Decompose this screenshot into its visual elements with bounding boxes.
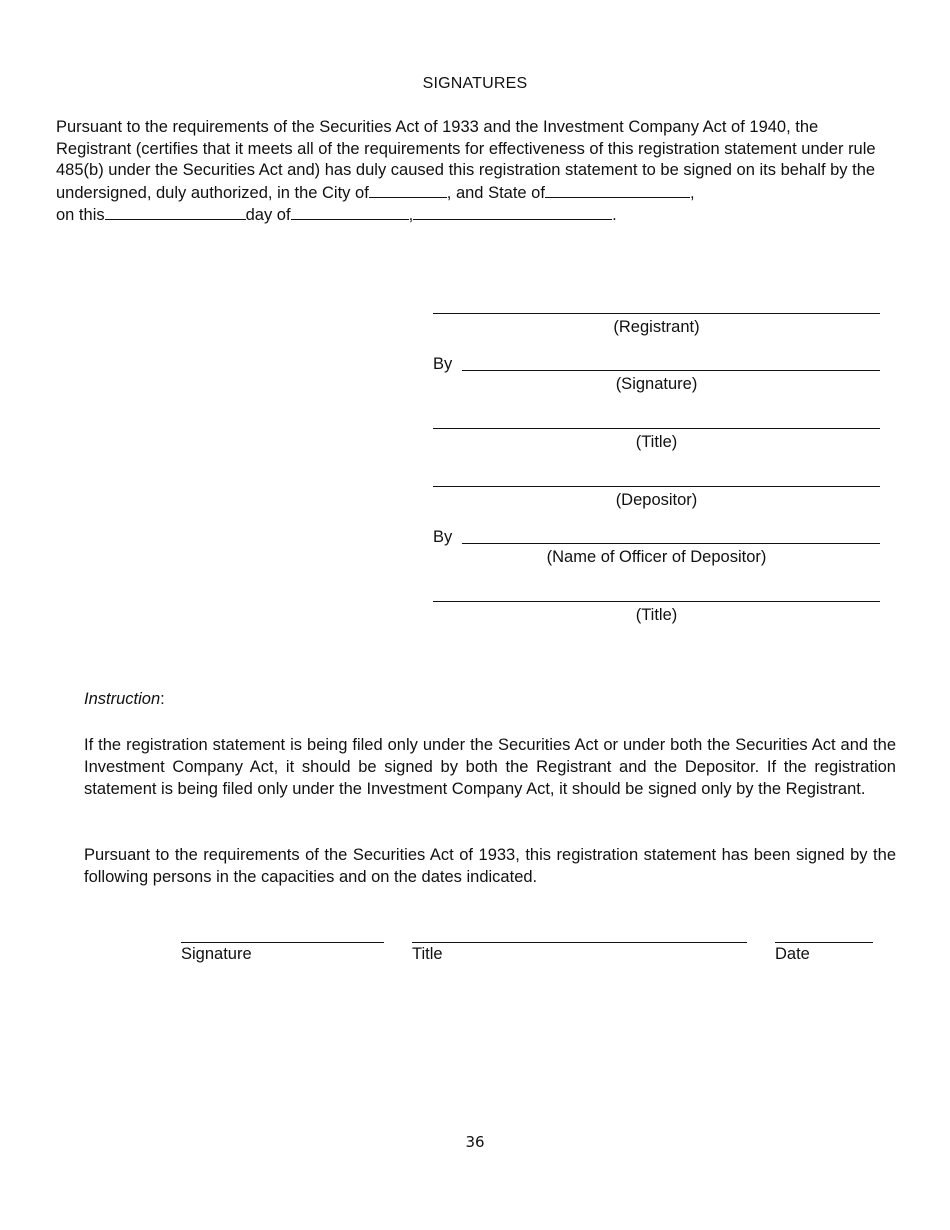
- instruction-colon: :: [160, 690, 165, 708]
- title-caption-1: (Title): [635, 433, 678, 451]
- intro-text-4: on this: [56, 206, 105, 224]
- by-label-officer: By: [433, 528, 453, 546]
- intro-text-7: .: [612, 206, 617, 224]
- title-line-1[interactable]: [433, 428, 880, 429]
- signature-column-label: Signature: [181, 945, 252, 963]
- date-column-label: Date: [775, 945, 810, 963]
- intro-text-5: day of: [245, 206, 291, 224]
- instruction-label: [84, 690, 165, 709]
- page-title: SIGNATURES: [422, 75, 528, 92]
- intro-text-3: ,: [689, 183, 695, 202]
- officer-caption: (Name of Officer of Depositor): [546, 548, 767, 566]
- intro-text-6: ,: [408, 206, 414, 224]
- page-number: 36: [465, 1133, 485, 1151]
- instruction-paragraph-2: Pursuant to the requirements of the Securities Act of 1933, this registration statement has been signed by the following persons in the capacities and on the dates indicated.: [84, 846, 896, 886]
- intro-paragraph: [56, 117, 896, 227]
- depositor-line[interactable]: [433, 486, 880, 487]
- city-blank[interactable]: [369, 182, 447, 198]
- day-blank[interactable]: [105, 204, 246, 220]
- intro-text-1: Pursuant to the requirements of the Securities Act of 1933 and the Investment Company Act of 1940, the Registrant (certifies that it meets all of the requirements for effectiveness of this registration statement under rule 485(b) under the Securities Act and) has duly caused this registration statement to be signed on its behalf by the undersigned, duly authorized, in the City of: [56, 118, 876, 202]
- intro-text-2: , and State of: [446, 183, 545, 202]
- registrant-line[interactable]: [433, 313, 880, 314]
- title-caption-2: (Title): [635, 606, 678, 624]
- signature-column-line[interactable]: [181, 942, 384, 943]
- signature-caption: (Signature): [615, 375, 698, 393]
- instruction-paragraph-1: If the registration statement is being filed only under the Securities Act or under both the Securities Act and the Investment Company Act, it should be signed by both the Registrant and the Depositor. If the registration statement is being filed only under the Investment Company Act, it should be signed only by the Registrant.: [84, 736, 896, 798]
- registrant-caption: (Registrant): [613, 318, 700, 336]
- date-column-line[interactable]: [775, 942, 873, 943]
- officer-line[interactable]: [462, 543, 880, 544]
- year-blank[interactable]: [413, 204, 612, 220]
- state-blank[interactable]: [545, 182, 690, 198]
- title-column-label: Title: [412, 945, 443, 963]
- instruction-label-text: Instruction: [84, 690, 161, 708]
- signature-line[interactable]: [462, 370, 880, 371]
- by-label-signature: By: [433, 355, 453, 373]
- depositor-caption: (Depositor): [615, 491, 698, 509]
- title-line-2[interactable]: [433, 601, 880, 602]
- title-column-line[interactable]: [412, 942, 747, 943]
- month-blank[interactable]: [291, 204, 409, 220]
